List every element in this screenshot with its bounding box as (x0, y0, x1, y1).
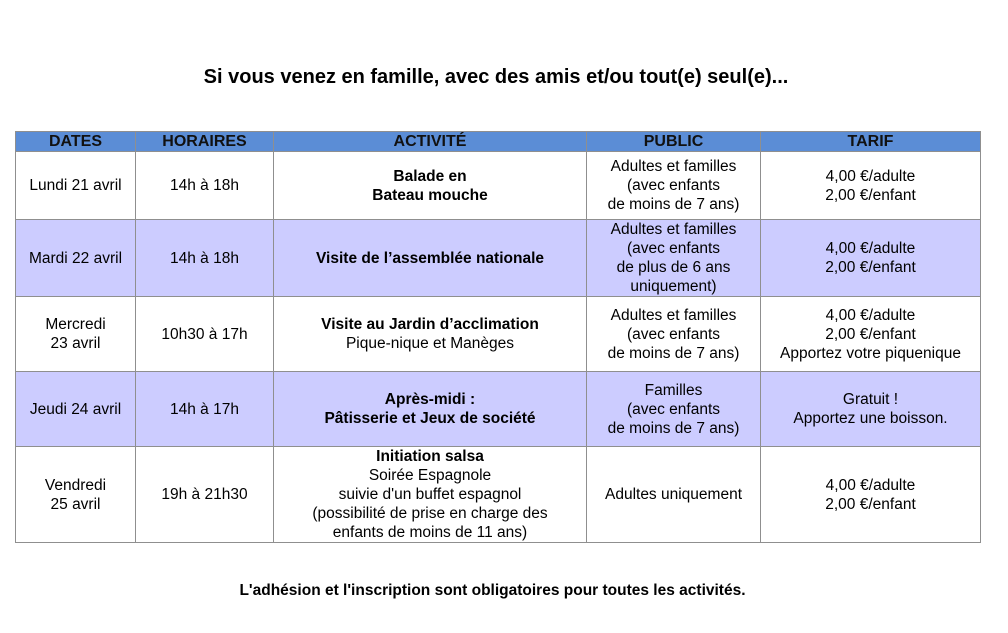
activities-table (15, 131, 981, 543)
tarif-line: 2,00 €/enfant (825, 259, 916, 276)
activity-detail-line: Soirée Espagnole (368, 467, 492, 484)
date-line: Mardi 22 avril (28, 249, 123, 267)
cell-tarif (761, 220, 981, 297)
public-line: Adultes et familles (610, 221, 737, 238)
cell-public (587, 152, 761, 220)
date-line: Mercredi (45, 316, 106, 333)
tarif-line: Apportez une boisson. (793, 410, 948, 427)
cell-public (587, 447, 761, 543)
tarif-line: 2,00 €/enfant (825, 495, 916, 513)
cell-horaires: 14h à 17h (136, 372, 274, 447)
cell-activite (274, 447, 587, 543)
public-line: de moins de 7 ans) (607, 419, 740, 437)
cell-date (16, 372, 136, 447)
tarif-line: 2,00 €/enfant (825, 186, 916, 204)
activity-title-line: Après-midi : (384, 391, 476, 408)
public-line: de moins de 7 ans) (607, 344, 740, 362)
date-line: Jeudi 24 avril (29, 400, 122, 418)
cell-date (16, 297, 136, 372)
public-line: uniquement) (630, 278, 717, 295)
public-line: (avec enfants (626, 240, 721, 257)
page-title: Si vous venez en famille, avec des amis et/ou tout(e) seul(e)... (203, 66, 789, 88)
table-row (16, 297, 981, 372)
activity-title-line: Visite au Jardin d’acclimation (321, 316, 539, 333)
public-line: de moins de 7 ans) (607, 196, 740, 213)
tarif-line: 4,00 €/adulte (825, 240, 916, 257)
footer-note: L'adhésion et l'inscription sont obligatoires pour toutes les activités. (239, 582, 746, 599)
activity-title-line: Visite de l’assemblée nationale (315, 249, 544, 267)
cell-date (16, 447, 136, 543)
cell-tarif (761, 447, 981, 543)
date-line: Lundi 21 avril (29, 177, 122, 194)
activity-detail-line: Pique-nique et Manèges (345, 335, 515, 352)
cell-tarif (761, 297, 981, 372)
public-line: (avec enfants (626, 177, 721, 194)
cell-tarif (761, 372, 981, 447)
cell-horaires: 19h à 21h30 (136, 447, 274, 543)
date-line: Vendredi (44, 476, 107, 494)
tarif-line: 4,00 €/adulte (825, 167, 916, 185)
header-public: PUBLIC (587, 132, 761, 152)
public-line: Adultes et familles (610, 158, 737, 175)
table-row (16, 447, 981, 543)
activity-title-line: Initiation salsa (376, 448, 484, 465)
activity-title-line: Pâtisserie et Jeux de société (324, 410, 536, 427)
tarif-line: 4,00 €/adulte (825, 476, 916, 494)
tarif-line: 4,00 €/adulte (825, 306, 916, 324)
header-activite: ACTIVITÉ (274, 132, 587, 152)
table-row (16, 220, 981, 297)
public-line: (avec enfants (626, 325, 721, 343)
header-horaires: HORAIRES (136, 132, 274, 152)
cell-activite (274, 220, 587, 297)
public-line: Adultes uniquement (604, 486, 742, 503)
cell-activite (274, 372, 587, 447)
public-line: de plus de 6 ans (616, 259, 731, 276)
tarif-line: 2,00 €/enfant (825, 325, 916, 343)
tarif-line: Apportez votre piquenique (780, 344, 961, 362)
activity-detail-line: enfants de moins de 11 ans) (332, 524, 528, 541)
date-line: 25 avril (50, 495, 101, 513)
activity-title-line: Balade en (393, 167, 467, 185)
public-line: Familles (644, 381, 703, 399)
cell-public (587, 220, 761, 297)
cell-public (587, 297, 761, 372)
activity-detail-line: (possibilité de prise en charge des (312, 505, 548, 522)
cell-horaires: 14h à 18h (136, 220, 274, 297)
cell-public (587, 372, 761, 447)
date-line: 23 avril (50, 335, 101, 352)
table-row (16, 372, 981, 447)
cell-activite (274, 297, 587, 372)
cell-date (16, 152, 136, 220)
activity-detail-line: suivie d'un buffet espagnol (338, 486, 522, 503)
cell-horaires: 14h à 18h (136, 152, 274, 220)
public-line: Adultes et familles (610, 306, 737, 324)
activity-title-line: Bateau mouche (372, 186, 488, 204)
header-dates: DATES (16, 132, 136, 152)
cell-horaires: 10h30 à 17h (136, 297, 274, 372)
cell-tarif (761, 152, 981, 220)
public-line: (avec enfants (626, 400, 721, 418)
table-row (16, 152, 981, 220)
tarif-line: Gratuit ! (842, 391, 899, 408)
cell-activite (274, 152, 587, 220)
cell-date (16, 220, 136, 297)
table-header-row (16, 132, 981, 152)
header-tarif: TARIF (761, 132, 981, 152)
